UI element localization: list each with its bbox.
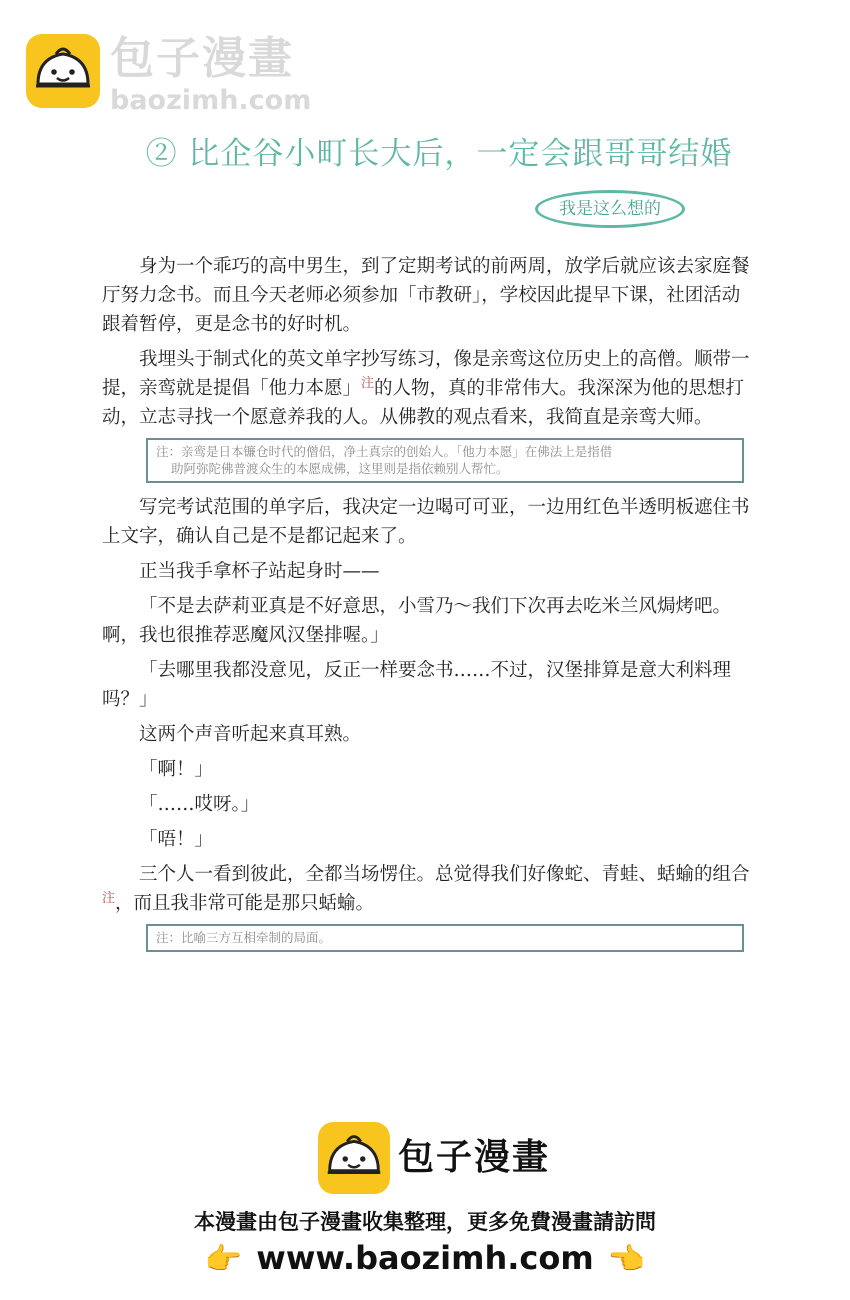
dialogue-line: 「啊！」 [139,759,214,780]
watermark [110,34,311,116]
paragraph: 正当我手拿杯子站起身时—— [139,561,380,582]
pointing-right-hand-icon: 👉 [204,1242,243,1277]
bun-mascot-icon[interactable] [318,1122,390,1194]
footer-brand[interactable]: 包子漫畫 [398,1137,551,1178]
paragraph-text: ，而且我非常可能是那只蛞蝓。 [115,893,375,914]
paragraph: 这两个声音听起来真耳熟。 [139,724,362,745]
footnote-line: 助阿弥陀佛普渡众生的本愿成佛，这里则是指依赖别人帮忙。 [171,461,509,476]
paragraph-text: 三个人一看到彼此，全都当场愣住。总觉得我们好像蛇、青蛙、蛞蝓的组合 [139,864,750,885]
paragraph [102,860,752,918]
dialogue-line: 「唔！」 [139,829,214,850]
footnote-line: 注：比喻三方互相牵制的局面。 [156,930,332,945]
footer-url-link[interactable]: www.baozimh.com [256,1239,594,1277]
pointing-left-hand-icon: 👈 [607,1242,646,1277]
dialogue-line: 「……哎呀。」 [139,794,260,815]
watermark-url: baozimh.com [110,85,312,116]
paragraph [102,345,752,432]
paragraph-text: 我埋头于制式化的英文单字抄写练习，像是亲鸾这位历史上的高僧。顺带一提，亲鸾就是提倡「他力本愿」 [102,349,750,399]
footer-url-row [0,1236,850,1282]
paragraph: 身为一个乖巧的高中男生，到了定期考试的前两周，放学后就应该去家庭餐厅努力念书。而且今天老师必须参加「市教研」，学校因此提早下课，社团活动跟着暂停，更是念书的好时机。 [102,256,750,335]
chapter-stamp: 我是这么想的 [535,190,685,228]
body-text [102,252,752,962]
chapter-title: ② 比企谷小町长大后，一定会跟哥哥结婚 [145,136,733,172]
bun-mascot-icon [26,34,100,108]
note-marker: 注 [361,375,375,391]
footnote-box [146,438,744,483]
paragraph-text: 的人物，真的非常伟大。我深深为他的思想打动，立志寻找一个愿意养我的人。从佛教的观点看来，我简直是亲鸾大师。 [102,378,745,428]
note-marker: 注 [102,890,116,906]
paragraph: 写完考试范围的单字后，我决定一边喝可可亚，一边用红色半透明板遮住书上文字，确认自己是不是都记起来了。 [102,497,750,547]
dialogue-line: 「去哪里我都没意见，反正一样要念书……不过，汉堡排算是意大利料理吗？」 [102,660,732,710]
footnote-line: 注：亲鸾是日本镰仓时代的僧侣，净土真宗的创始人。「他力本愿」在佛法上是指借 [156,444,613,459]
watermark-name: 包子漫畫 [110,33,294,84]
dialogue-line: 「不是去萨莉亚真是不好意思，小雪乃～我们下次再去吃米兰风焗烤吧。啊，我也很推荐恶魔风汉堡排喔。」 [102,596,732,646]
footnote-box [146,924,744,952]
footer-tagline: 本漫畫由包子漫畫收集整理，更多免費漫畫請訪問 [194,1210,656,1234]
